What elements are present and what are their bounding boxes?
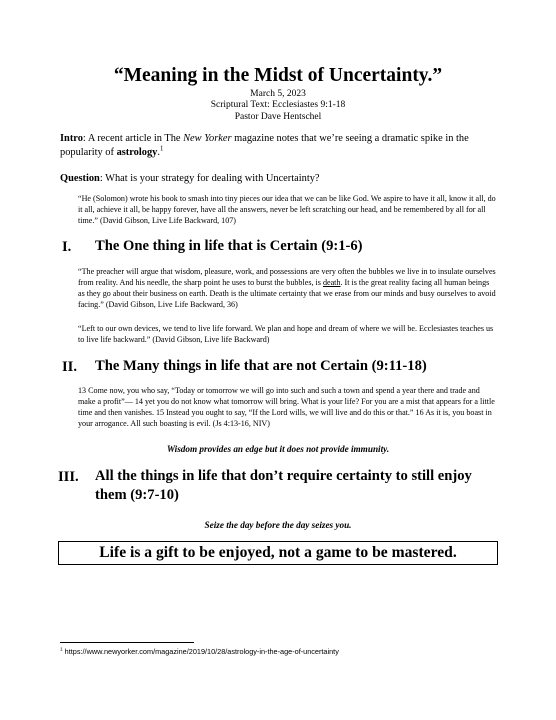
pastor-name: Pastor Dave Hentschel xyxy=(234,112,322,122)
sermon-date: March 5, 2023 xyxy=(250,89,306,99)
seize-the-day-emphasis: Seize the day before the day seizes you. xyxy=(204,520,352,530)
james-quote: 13 Come now, you who say, “Today or tomorrow we will go into such and such a town and spend a year there and trade and make a profit”— 14 yet you do not know what tomorrow will bring. What is your life? For you are a mist that appears for a little time and then vanishes. 15 Instead you ought to say, “If the Lord wills, we will live and do this or that.” 16 As it is, you boast in your arrogance. All such boasting is evil. (Js 4:13-16, NIV) xyxy=(78,386,495,428)
wisdom-emphasis: Wisdom provides an edge but it does not provide immunity. xyxy=(166,444,390,454)
intro-text-middle: magazine notes that we’re seeing a dramatic spike in the popularity of xyxy=(60,133,469,158)
quote-2-after: . It is the great reality facing all human beings as they go about their business on earth. Death is the ultimate certainty that we erase from our minds and busy ourselves to avoid facing.” (David Gibson, Live Life Backward, 36) xyxy=(78,278,496,309)
footnote-number: 1 xyxy=(60,647,63,653)
footnote xyxy=(60,647,520,656)
quote-2-death: death xyxy=(322,278,341,287)
scripture-reference: Scriptural Text: Ecclesiastes 9:1-18 xyxy=(210,100,346,110)
question-paragraph xyxy=(60,172,500,186)
section-3-number: III. xyxy=(58,469,79,485)
sermon-title: “Meaning in the Midst of Uncertainty.” xyxy=(113,65,443,86)
section-1-number: I. xyxy=(62,239,72,255)
section-2-number: II. xyxy=(62,359,78,375)
boxed-statement: Life is a gift to be enjoyed, not a game to be mastered. xyxy=(58,541,498,565)
question-label: Question xyxy=(60,173,100,184)
intro-paragraph xyxy=(60,132,500,159)
intro-text-before: : A recent article in The xyxy=(82,133,184,144)
footnote-reference: 1 xyxy=(159,145,164,153)
gibson-quote-3: “Left to our own devices, we tend to live life forward. We plan and hope and dream of where we will be. Ecclesiastes teaches us to live life backward.” (David Gibson, Live life Backward) xyxy=(78,324,494,344)
intro-keyword: astrology xyxy=(116,146,158,158)
quote-2-before: “The preacher will argue that wisdom, pleasure, work, and possessions are very often the bubbles we live in to insulate ourselves from reality. And his needle, the sharp point he uses to burst the bubbles, is xyxy=(78,267,496,287)
footnote-url: https://www.newyorker.com/magazine/2019/10/28/astrology-in-the-age-of-uncertainty xyxy=(62,647,339,656)
section-1-heading: The One thing in life that is Certain (9:1-6) xyxy=(95,238,363,254)
gibson-quote-1: “He (Solomon) wrote his book to smash into tiny pieces our idea that we can be like God. We aspire to have it all, know it all, do it all, achieve it all, be happy forever, have all the answers, never be left scratching our head, and be remembered by all for all time.” (David Gibson, Live Life Backward, 107) xyxy=(78,194,496,225)
footnote-divider xyxy=(60,642,194,643)
intro-text-after: . xyxy=(157,146,160,158)
section-2-heading: The Many things in life that are not Certain (9:11-18) xyxy=(95,358,427,374)
question-text: : What is your strategy for dealing with Uncertainty? xyxy=(99,173,320,184)
gibson-quote-2 xyxy=(78,266,498,310)
intro-magazine: New Yorker xyxy=(183,133,232,144)
section-3-heading: All the things in life that don’t require certainty to still enjoy them (9:7-10) xyxy=(95,468,472,503)
intro-label: Intro xyxy=(60,133,83,144)
